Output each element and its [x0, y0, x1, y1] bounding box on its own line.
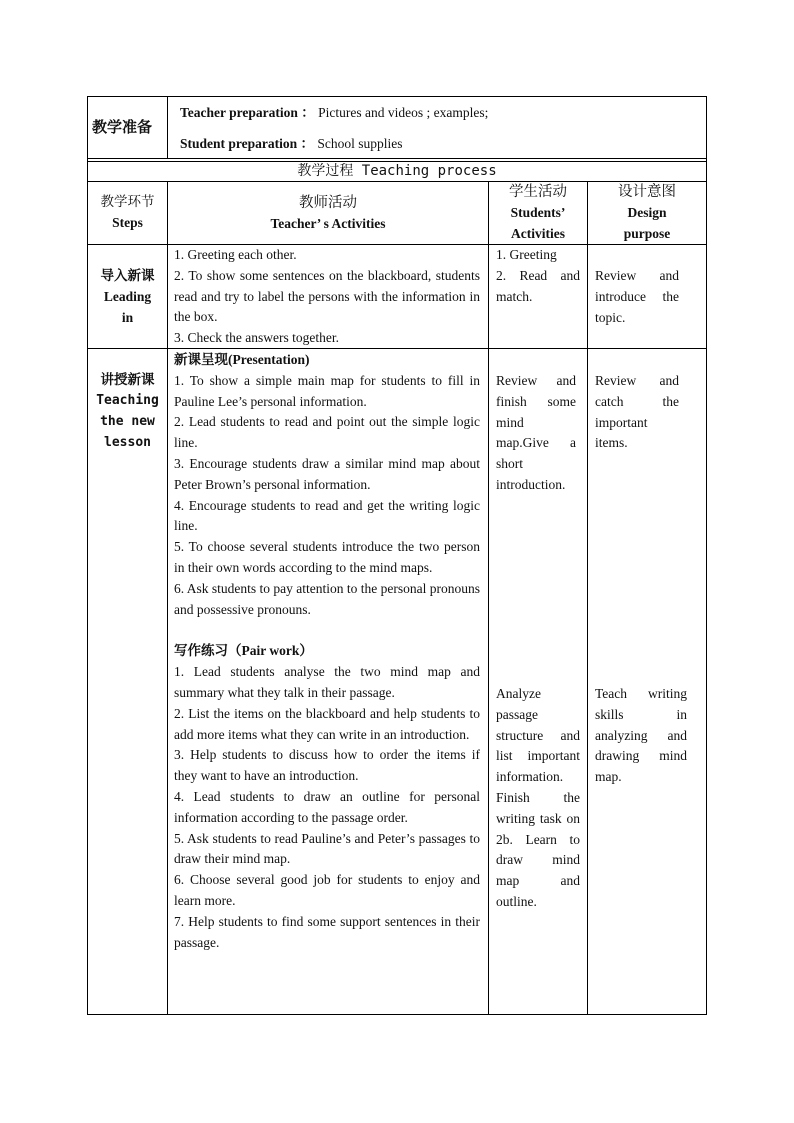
pair-design	[595, 684, 687, 788]
leading-step-cn: 导入新课	[100, 268, 155, 283]
header-steps	[88, 182, 167, 244]
pair-student	[496, 684, 580, 913]
teacher-preparation-label: Teacher preparation ：	[180, 105, 315, 120]
pair-work-title: 写作练习（Pair work）	[174, 643, 313, 659]
table-border-top	[87, 96, 707, 97]
teaching-step-en3: lesson	[104, 435, 151, 450]
table-border-right	[706, 96, 707, 1015]
presentation-student	[496, 371, 576, 496]
leading-step-en1: Leading	[103, 289, 152, 304]
teaching-teacher	[174, 350, 480, 953]
prep-divider	[167, 96, 168, 159]
leading-design-text: Review and introduce the topic.	[595, 268, 679, 325]
leading-student	[496, 245, 580, 307]
leading-teacher-item: 1. Greeting each other.	[174, 247, 297, 262]
leading-step	[88, 245, 167, 348]
leading-teacher-item: 3. Check the answers together.	[174, 330, 339, 346]
presentation-student-text: Review and finish some mind map.Give a short introduction.	[496, 373, 576, 492]
teacher-preparation-value: Pictures and videos ; examples;	[318, 105, 489, 120]
presentation-item: 2. Lead students to read and point out the simple logic line.	[174, 414, 480, 451]
presentation-design-text: Review and catch the important items.	[595, 373, 679, 451]
presentation-item: 5. To choose several students introduce the two person in their own words according to the mind maps.	[174, 539, 480, 575]
header-student-cn: 学生活动	[509, 184, 567, 200]
leading-teacher-item: 2. To show some sentences on the blackboard, students read and try to label the persons with the information in the box.	[174, 267, 480, 325]
teaching-step-cn: 讲授新课	[100, 372, 155, 387]
pair-work-item: 3. Help students to discuss how to order the items if they want to have an introduction.	[174, 747, 480, 784]
pair-work-item: 4. Lead students to draw an outline for personal information according to the passage order.	[174, 788, 480, 825]
process-title: 教学过程 Teaching process	[297, 163, 497, 179]
table-border-bottom	[87, 1014, 707, 1015]
leading-student-item: 1. Greeting	[496, 247, 557, 262]
leading-design	[595, 266, 679, 328]
header-teacher	[168, 182, 488, 244]
header-design-cn: 设计意图	[618, 184, 676, 200]
pair-work-item: 5. Ask students to read Pauline’s and Peter’s passages to draw their mind map.	[174, 830, 480, 867]
pair-design-text: Teach writing skills in analyzing and drawing mind map.	[595, 686, 687, 785]
student-preparation-label: Student preparation ：	[180, 136, 315, 151]
pair-work-item: 1. Lead students analyse the two mind map and summary what they talk in their passage.	[174, 664, 480, 700]
header-student	[489, 182, 587, 244]
process-title-cell	[88, 161, 706, 181]
col-divider-3	[587, 181, 588, 1015]
prep-label: 教学准备	[92, 120, 153, 136]
col-divider-2	[488, 181, 489, 1015]
prep-rule-1	[87, 158, 707, 159]
header-steps-en: Steps	[112, 215, 143, 230]
spacer	[174, 620, 480, 641]
pair-work-item: 7. Help students to find some support sentences in their passage.	[174, 913, 480, 950]
header-teacher-en: Teacher’ s Activities	[270, 216, 386, 231]
presentation-design	[595, 371, 679, 454]
teaching-step	[88, 349, 167, 469]
leading-step-en2: in	[121, 310, 134, 325]
presentation-title: 新课呈现(Presentation)	[174, 352, 310, 367]
leading-student-item: 2. Read and match.	[496, 267, 580, 304]
pair-work-item: 2. List the items on the blackboard and help students to add more items what they can write in an introduction.	[174, 705, 480, 742]
pair-work-item: 6. Choose several good job for students to enjoy and learn more.	[174, 872, 480, 908]
presentation-item: 3. Encourage students draw a similar mind map about Peter Brown’s personal information.	[174, 455, 480, 492]
presentation-item: 6. Ask students to pay attention to the personal pronouns and possessive pronouns.	[174, 580, 480, 617]
presentation-item: 1. To show a simple main map for students to fill in Pauline Lee’s personal information.	[174, 372, 480, 409]
header-student-en1: Students’	[510, 205, 566, 220]
header-student-en2: Activities	[511, 226, 565, 241]
header-design	[588, 182, 706, 244]
header-teacher-cn: 教师活动	[299, 195, 357, 211]
pair-student-text: Analyze passage structure and list important information. Finish the writing task on 2b. Learn to draw mind map and outline.	[496, 686, 580, 909]
teacher-preparation	[180, 103, 488, 124]
col-divider-1	[167, 181, 168, 1015]
student-preparation	[180, 134, 403, 155]
header-design-en1: Design	[627, 205, 667, 220]
header-design-en2: purpose	[623, 226, 671, 241]
leading-teacher	[174, 245, 480, 349]
student-preparation-value: School supplies	[317, 136, 403, 151]
teaching-step-en1: Teaching	[96, 393, 159, 408]
presentation-item: 4. Encourage students to read and get the writing logic line.	[174, 497, 480, 534]
header-steps-cn: 教学环节	[100, 194, 155, 209]
teaching-step-en2: the new	[100, 414, 155, 429]
